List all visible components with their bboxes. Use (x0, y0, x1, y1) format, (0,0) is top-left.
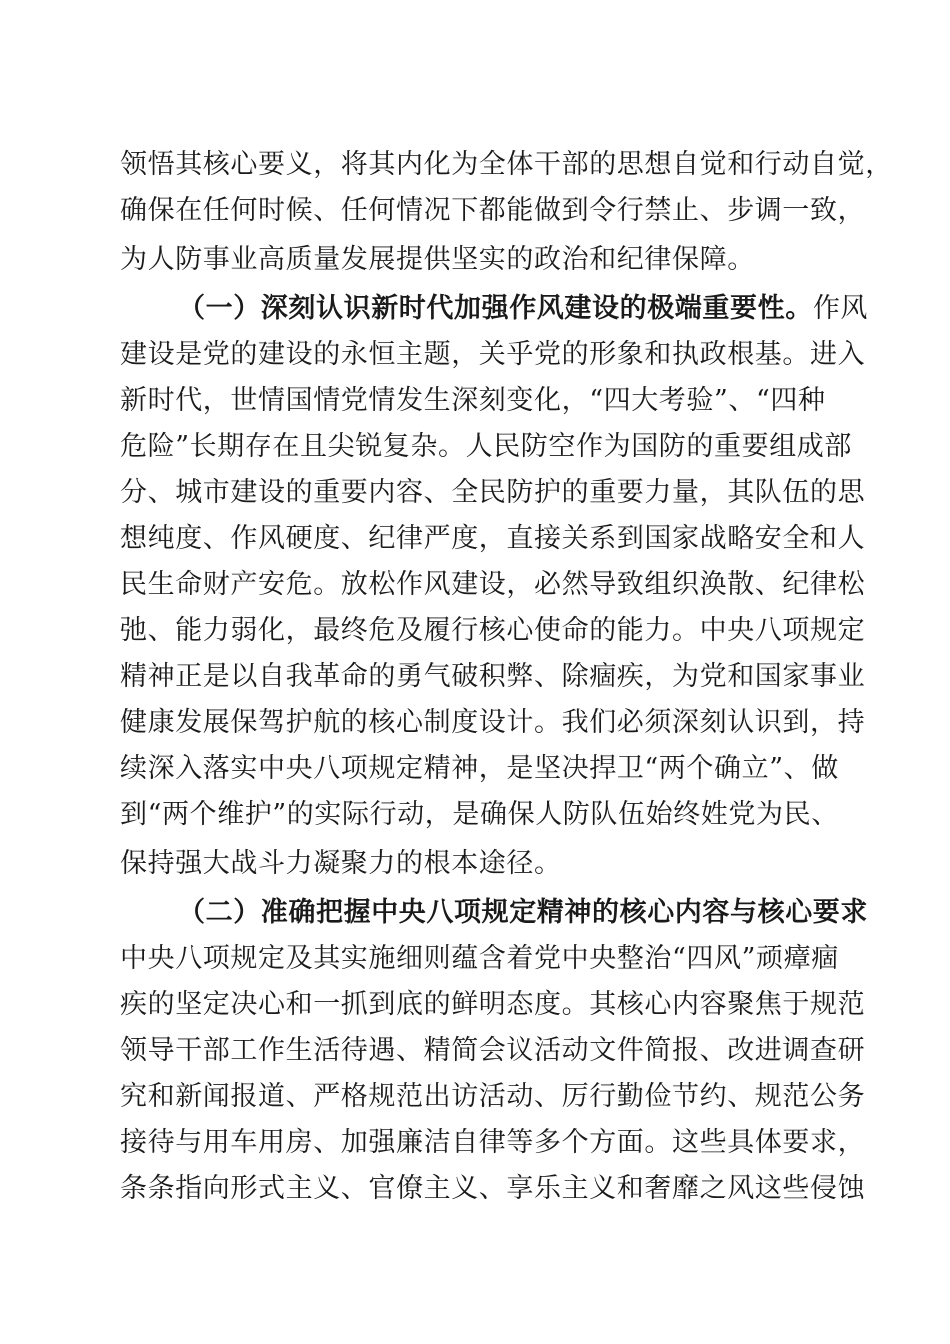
paragraph-line: 接待与用车用房、加强廉洁自律等多个方面。这些具体要求， (120, 1127, 866, 1158)
paragraph-line: 想纯度、作风硬度、纪律严度，直接关系到国家战略安全和人 (120, 523, 866, 554)
paragraph-line: 中央八项规定及其实施细则蕴含着党中央整治“四风”顽瘴痼 (120, 943, 839, 974)
paragraph-line: 确保在任何时候、任何情况下都能做到令行禁止、步调一致， (120, 195, 866, 226)
paragraph-line: 疾的坚定决心和一抓到底的鲜明态度。其核心内容聚焦于规范 (120, 989, 866, 1020)
paragraph-line: 危险”长期存在且尖锐复杂。人民防空作为国防的重要组成部 (120, 431, 853, 462)
paragraph-line: 领导干部工作生活待遇、精简会议活动文件简报、改进调查研 (120, 1035, 866, 1066)
paragraph-line: 为人防事业高质量发展提供坚实的政治和纪律保障。 (120, 244, 755, 275)
paragraph-line: 条条指向形式主义、官僚主义、享乐主义和奢靡之风这些侵蚀 (120, 1173, 866, 1204)
paragraph-line: 新时代，世情国情党情发生深刻变化，“四大考验”、“四种 (120, 385, 826, 416)
paragraph-line: 到“两个维护”的实际行动，是确保人防队伍始终姓党为民、 (120, 799, 839, 830)
paragraph-line: 弛、能力弱化，最终危及履行核心使命的能力。中央八项规定 (120, 615, 866, 646)
paragraph-line: 续深入落实中央八项规定精神，是坚决捍卫“两个确立”、做 (120, 753, 839, 784)
paragraph-line: 分、城市建设的重要内容、全民防护的重要力量，其队伍的思 (120, 477, 866, 508)
paragraph-line: 究和新闻报道、严格规范出访活动、厉行勤俭节约、规范公务 (120, 1081, 866, 1112)
section-2-heading: （二）准确把握中央八项规定精神的核心内容与核心要求 (178, 897, 868, 928)
section-1-first-line (120, 286, 869, 332)
paragraph-line: 建设是党的建设的永恒主题，关乎党的形象和执政根基。进入 (120, 339, 866, 370)
section-1-heading: （一）深刻认识新时代加强作风建设的极端重要性。 (178, 293, 813, 324)
paragraph-line: 保持强大战斗力凝聚力的根本途径。 (120, 848, 562, 879)
document-body (120, 142, 893, 1212)
paragraph-line: 民生命财产安危。放松作风建设，必然导致组织涣散、纪律松 (120, 569, 866, 600)
paragraph-line: 领悟其核心要义，将其内化为全体干部的思想自觉和行动自觉， (120, 149, 893, 180)
paragraph-line: 健康发展保驾护航的核心制度设计。我们必须深刻认识到，持 (120, 707, 866, 738)
paragraph-line: 精神正是以自我革命的勇气破积弊、除痼疾，为党和国家事业 (120, 661, 866, 692)
section-1-first-line-text: 作风 (812, 293, 869, 324)
